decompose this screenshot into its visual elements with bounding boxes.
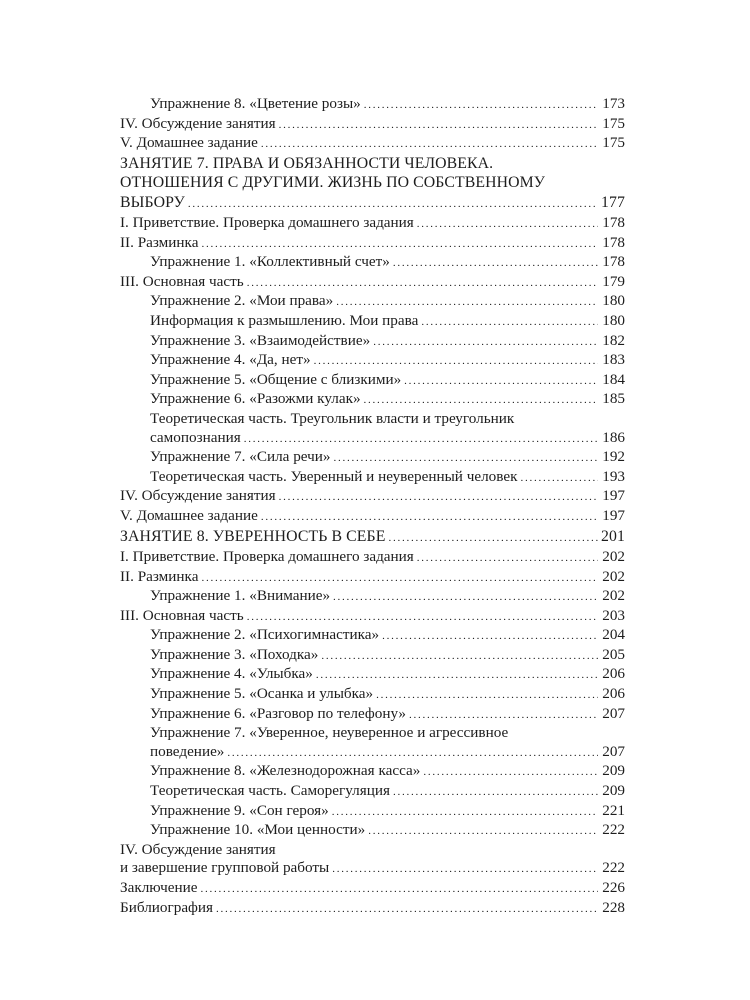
toc-page-number: 207: [602, 704, 625, 722]
toc-page-number: 222: [602, 821, 625, 839]
toc-entry: [120, 390, 625, 410]
toc-entry: [120, 879, 625, 899]
toc-dot-leader: [393, 253, 598, 273]
toc-page-number: 228: [602, 898, 625, 916]
toc-dot-leader: [421, 312, 598, 332]
toc-entry: [120, 332, 625, 352]
toc-entry: [120, 548, 625, 568]
toc-entry-title: Информация к размышлению. Мои права: [150, 311, 419, 329]
toc-page-number: 177: [601, 193, 625, 211]
toc-entry-title: Упражнение 4. «Улыбка»: [150, 665, 313, 683]
toc-entry: [120, 468, 625, 488]
toc-entry: [120, 705, 625, 725]
toc-page-number: 197: [602, 506, 625, 524]
toc-entry-title: III. Основная часть: [120, 272, 244, 290]
toc-entry-title: Упражнение 2. «Психогимнастика»: [150, 626, 380, 644]
toc-entry-title: Упражнение 2. «Мои права»: [150, 292, 334, 310]
toc-entry: [120, 312, 625, 332]
toc-page-number: 197: [602, 487, 625, 505]
toc-dot-leader: [373, 332, 598, 352]
toc-entry-title: Упражнение 9. «Сон героя»: [150, 801, 329, 819]
toc-dot-leader: [314, 351, 598, 371]
toc-entry-title: II. Разминка: [120, 233, 199, 251]
toc-dot-leader: [332, 859, 598, 879]
toc-dot-leader: [216, 899, 598, 919]
toc-page-number: 184: [602, 370, 625, 388]
toc-page-number: 202: [602, 567, 625, 585]
toc-dot-leader: [261, 134, 598, 154]
toc-entry-title: поведение»: [150, 742, 225, 760]
toc-page-number: 178: [602, 233, 625, 251]
toc-page-number: 178: [602, 214, 625, 231]
toc-page-number: 221: [602, 801, 625, 819]
toc-entry: [120, 371, 625, 391]
toc-entry: [120, 568, 625, 588]
toc-dot-leader: [388, 527, 598, 548]
toc-entry-title: Упражнение 5. «Осанка и улыбка»: [150, 685, 374, 703]
toc-dot-leader: [368, 821, 598, 841]
toc-page-number: 209: [602, 782, 625, 800]
toc-page-number: 205: [602, 645, 625, 663]
toc-entry-title: Упражнение 8. «Железнодорожная касса»: [150, 762, 421, 780]
toc-page-number: 201: [601, 527, 625, 545]
toc-dot-leader: [520, 468, 598, 488]
toc-dot-leader: [244, 429, 598, 449]
toc-entry-title: ЗАНЯТИЕ 8. УВЕРЕННОСТЬ В СЕБЕ: [120, 527, 386, 545]
toc-entry-title: II. Разминка: [120, 567, 199, 585]
toc-entry-title: Заключение: [120, 879, 198, 896]
toc-entry-title: I. Приветствие. Проверка домашнего задания: [120, 214, 414, 231]
toc-dot-leader: [227, 743, 598, 763]
toc-page-number: 183: [602, 351, 625, 369]
toc-entry-title: ВЫБОРУ: [120, 193, 185, 211]
toc-entry-title-line: IV. Обсуждение занятия: [120, 840, 276, 858]
toc-dot-leader: [261, 507, 598, 527]
toc-dot-leader: [364, 390, 598, 410]
toc-entry-title-line: Упражнение 7. «Уверенное, неуверенное и агрессивное: [150, 724, 509, 742]
toc-dot-leader: [404, 371, 598, 391]
toc-dot-leader: [417, 214, 598, 234]
toc-page-number: 175: [602, 114, 625, 132]
toc-page-number: 182: [602, 331, 625, 349]
toc-page-number: 193: [602, 467, 625, 485]
toc-entry: [120, 587, 625, 607]
toc-entry: [120, 214, 625, 234]
table-of-contents: [120, 95, 625, 918]
toc-entry: [120, 665, 625, 685]
toc-entry-title: Упражнение 8. «Цветение розы»: [150, 95, 361, 112]
toc-dot-leader: [200, 879, 598, 899]
toc-entry-title: Теоретическая часть. Саморегуляция: [150, 782, 390, 800]
toc-entry-title: Упражнение 6. «Разожми кулак»: [150, 390, 361, 408]
toc-page-number: 206: [602, 685, 625, 703]
toc-page-number: 186: [602, 428, 625, 446]
toc-entry-title: Теоретическая часть. Уверенный и неуверенный человек: [150, 467, 518, 485]
toc-entry-title: I. Приветствие. Проверка домашнего задания: [120, 547, 414, 565]
toc-entry: [120, 253, 625, 273]
toc-entry: [120, 95, 625, 115]
toc-entry: [120, 115, 625, 135]
toc-page-number: 179: [602, 272, 625, 290]
toc-dot-leader: [332, 802, 598, 822]
toc-entry: [120, 607, 625, 627]
toc-entry-title: Упражнение 1. «Коллективный счет»: [150, 253, 390, 271]
toc-dot-leader: [247, 273, 598, 293]
toc-page-number: 226: [602, 879, 625, 896]
toc-entry: [120, 782, 625, 802]
toc-dot-leader: [316, 665, 598, 685]
toc-entry: [120, 724, 625, 762]
toc-section-heading: [120, 154, 625, 214]
toc-dot-leader: [188, 193, 598, 214]
toc-entry-title: и завершение групповой работы: [120, 859, 330, 877]
toc-page-number: 202: [602, 547, 625, 565]
toc-entry: [120, 685, 625, 705]
toc-dot-leader: [201, 568, 598, 588]
toc-dot-leader: [279, 487, 598, 507]
toc-entry-title: Упражнение 4. «Да, нет»: [150, 351, 311, 369]
toc-page-number: 185: [602, 390, 625, 408]
toc-entry: [120, 134, 625, 154]
toc-entry: [120, 507, 625, 527]
toc-entry: [120, 646, 625, 666]
toc-entry-title: V. Домашнее задание: [120, 134, 258, 152]
toc-section-heading: [120, 527, 625, 548]
toc-dot-leader: [279, 115, 598, 135]
toc-entry-title: Упражнение 3. «Взаимодействие»: [150, 331, 371, 349]
toc-entry: [120, 821, 625, 841]
toc-dot-leader: [334, 448, 598, 468]
toc-dot-leader: [417, 548, 598, 568]
toc-entry: [120, 292, 625, 312]
toc-dot-leader: [336, 292, 598, 312]
toc-entry: [120, 487, 625, 507]
toc-entry-title-line: ЗАНЯТИЕ 7. ПРАВА И ОБЯЗАННОСТИ ЧЕЛОВЕКА.: [120, 154, 494, 172]
toc-entry: [120, 762, 625, 782]
toc-entry: [120, 841, 625, 879]
toc-entry: [120, 626, 625, 646]
toc-page-number: 203: [602, 606, 625, 624]
toc-dot-leader: [321, 646, 598, 666]
toc-dot-leader: [333, 587, 598, 607]
toc-page-number: 180: [602, 311, 625, 329]
toc-entry-title-line: ОТНОШЕНИЯ С ДРУГИМИ. ЖИЗНЬ ПО СОБСТВЕННОМУ: [120, 174, 546, 192]
toc-entry: [120, 234, 625, 254]
toc-entry-title: IV. Обсуждение занятия: [120, 487, 276, 505]
toc-page-number: 206: [602, 665, 625, 683]
toc-entry: [120, 273, 625, 293]
toc-entry-title: Упражнение 1. «Внимание»: [150, 587, 331, 605]
toc-page-number: 204: [602, 626, 625, 644]
toc-entry-title: Упражнение 7. «Сила речи»: [150, 448, 331, 466]
toc-page-number: 173: [602, 95, 625, 112]
toc-entry-title: IV. Обсуждение занятия: [120, 114, 276, 132]
toc-dot-leader: [409, 705, 598, 725]
toc-entry: [120, 410, 625, 448]
toc-entry: [120, 802, 625, 822]
toc-page-number: 178: [602, 253, 625, 271]
toc-entry-title: самопознания: [150, 428, 241, 446]
toc-dot-leader: [364, 95, 598, 115]
toc-page-number: 175: [602, 134, 625, 152]
toc-entry: [120, 448, 625, 468]
toc-entry-title: Упражнение 10. «Мои ценности»: [150, 821, 366, 839]
toc-entry-title: III. Основная часть: [120, 606, 244, 624]
toc-dot-leader: [382, 626, 598, 646]
toc-entry-title: Упражнение 3. «Походка»: [150, 645, 319, 663]
toc-dot-leader: [201, 234, 598, 254]
toc-dot-leader: [376, 685, 598, 705]
toc-entry-title: Упражнение 5. «Общение с близкими»: [150, 370, 402, 388]
toc-page-number: 222: [602, 859, 625, 877]
toc-entry-title: Библиография: [120, 898, 214, 916]
toc-page-number: 202: [602, 587, 625, 605]
toc-entry: [120, 899, 625, 919]
toc-dot-leader: [247, 607, 598, 627]
toc-page-number: 192: [602, 448, 625, 466]
toc-entry-title: V. Домашнее задание: [120, 506, 258, 524]
toc-dot-leader: [423, 762, 598, 782]
toc-page-number: 207: [602, 742, 625, 760]
toc-entry: [120, 351, 625, 371]
toc-entry-title-line: Теоретическая часть. Треугольник власти и треугольник: [150, 409, 515, 427]
toc-page-number: 180: [602, 292, 625, 310]
toc-page-number: 209: [602, 762, 625, 780]
toc-dot-leader: [393, 782, 598, 802]
toc-entry-title: Упражнение 6. «Разговор по телефону»: [150, 704, 407, 722]
